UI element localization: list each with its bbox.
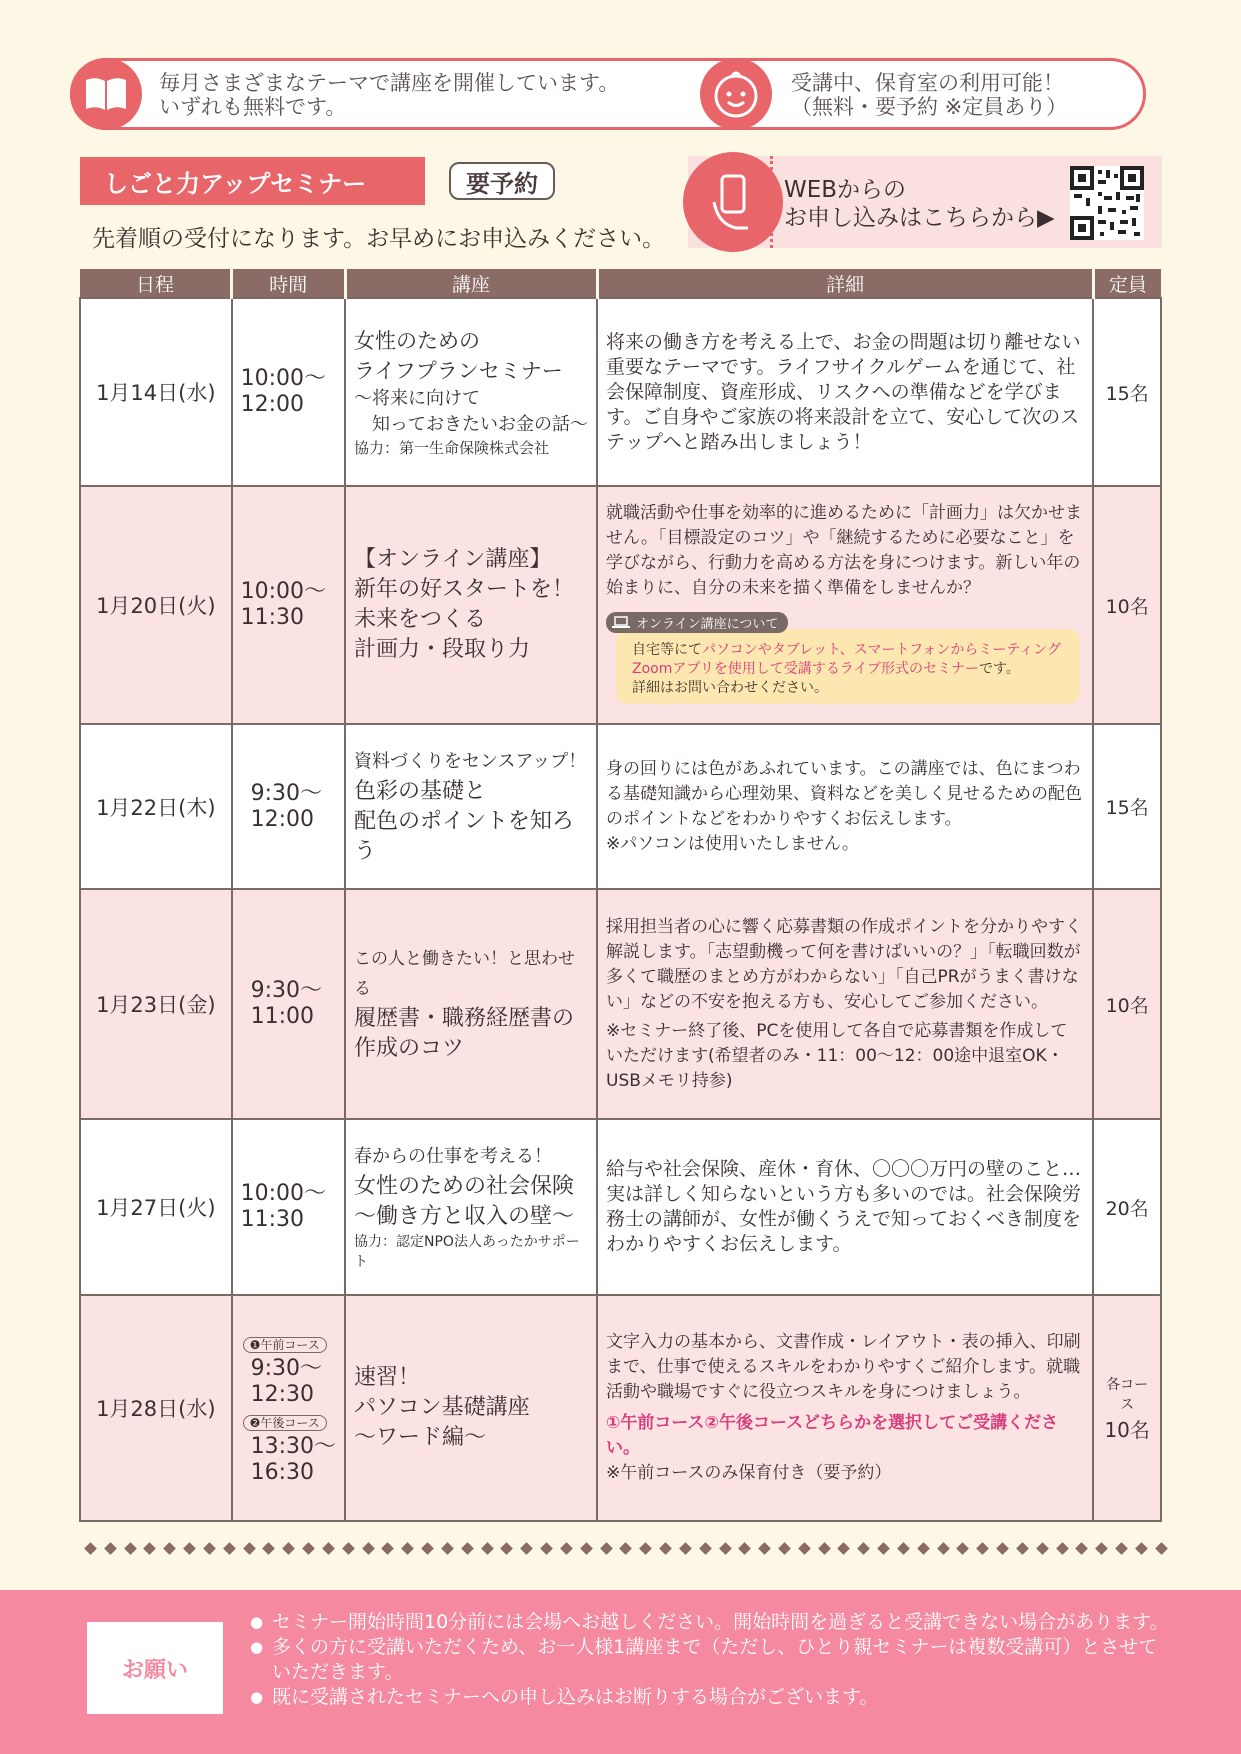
row-course <box>345 1119 597 1295</box>
row-detail: 将来の働き方を考える上で、お金の問題は切り離せない重要なテーマです。ライフサイクルゲームを通じて、社会保障制度、資産形成、リスクへの準備などを学びます。ご自身やご家族の将来設計を立て、安心して次のステップへと踏み出しましょう！ <box>597 298 1093 486</box>
row-date: 1月22日(木) <box>80 724 232 889</box>
book-icon <box>70 58 142 130</box>
course-line: 速習！ <box>354 1365 421 1390</box>
row-detail <box>597 724 1093 889</box>
time-end: 12:30 <box>250 1382 315 1407</box>
pm-course-tag: ❷午後コース <box>243 1415 327 1431</box>
course-line: 春からの仕事を考える！ <box>354 1146 553 1167</box>
course-line: 〜将来に向けて <box>354 388 481 409</box>
row-date: 1月28日(水) <box>80 1295 232 1521</box>
header-date: 日程 <box>80 269 232 298</box>
row-capacity <box>1093 1295 1161 1521</box>
banner-right-line2: （無料・要予約 ※定員あり） <box>791 95 1068 119</box>
detail-course-note: ①午前コース②午後コースどちらかを選択してご受講ください。 <box>606 1413 1059 1458</box>
time-end: 11:30 <box>240 605 305 630</box>
detail-note: ※午前コースのみ保育付き（要予約） <box>606 1463 892 1483</box>
row-time <box>232 1119 345 1295</box>
course-line: 女性のための社会保険 <box>354 1174 575 1199</box>
time-start: 13:30〜 <box>250 1434 337 1459</box>
course-line: 【オンライン講座】 <box>354 547 552 572</box>
detail-note: ※パソコンは使用いたしません。 <box>606 833 859 854</box>
row-date: 1月27日(火) <box>80 1119 232 1295</box>
course-cooperation: 協力：第一生命保険株式会社 <box>354 439 550 457</box>
row-capacity: 15名 <box>1093 724 1161 889</box>
dotted-divider <box>770 156 773 248</box>
table-row <box>80 724 1161 889</box>
capacity-value: 10名 <box>1104 1417 1150 1442</box>
time-start: 9:30〜 <box>250 780 323 806</box>
am-course-tag: ❶午前コース <box>243 1337 327 1353</box>
header-detail: 詳細 <box>597 269 1093 298</box>
time-start: 9:30〜 <box>250 1356 323 1381</box>
table-row <box>80 298 1161 486</box>
info-banner <box>70 58 1146 130</box>
banner-left-line2: いずれも無料です。 <box>159 95 347 119</box>
online-info-box: 自宅等にてパソコンやタブレット、スマートフォンからミーティングZoomアプリを使用して受講するライブ形式のセミナーです。 詳細はお問い合わせください。 <box>616 629 1080 704</box>
course-line: ライフプランセミナー <box>354 359 563 383</box>
detail-text: 就職活動や仕事を効率的に進めるために「計画力」は欠かせません。「目標設定のコツ」や「継続するために必要なこと」を学びながら、行動力を高める方法を身につけます。新しい年の始まりに、自分の未来を描く準備をしませんか？ <box>606 502 1083 598</box>
table-header-row <box>80 269 1161 298</box>
diamond-divider <box>86 1544 1166 1558</box>
header-capacity: 定員 <box>1093 269 1161 298</box>
table-row <box>80 1295 1161 1521</box>
online-info <box>606 611 1084 704</box>
row-time <box>232 298 345 486</box>
row-detail <box>597 1295 1093 1521</box>
time-start: 10:00〜 <box>240 579 327 604</box>
baby-icon <box>700 58 772 130</box>
table-row <box>80 889 1161 1119</box>
time-start: 10:00〜 <box>240 366 327 391</box>
row-capacity: 10名 <box>1093 889 1161 1119</box>
online-info-tag: オンライン講座について <box>606 612 788 633</box>
reservation-badge: 要予約 <box>449 162 555 200</box>
schedule-table <box>79 269 1162 1522</box>
time-end: 11:00 <box>250 1004 315 1029</box>
row-course <box>345 724 597 889</box>
request-label: お願い <box>87 1622 223 1714</box>
table-row <box>80 486 1161 724</box>
smartphone-hand-icon <box>683 152 783 252</box>
time-end: 12:00 <box>240 392 305 417</box>
laptop-icon <box>612 613 630 635</box>
row-detail: 給与や社会保険、産休・育休、〇〇〇万円の壁のこと…実は詳しく知らないという方も多いのでは。社会保険労務士の講師が、女性が働くうえで知っておくべき制度をわかりやすくお伝えします。 <box>597 1119 1093 1295</box>
row-detail <box>597 486 1093 724</box>
row-time <box>232 1295 345 1521</box>
course-line: 履歴書・職務経歴書の <box>354 1006 575 1031</box>
capacity-prefix: 各コース <box>1106 1376 1149 1413</box>
time-start: 9:30〜 <box>250 978 323 1003</box>
request-footer <box>0 1590 1241 1754</box>
row-date: 1月23日(金) <box>80 889 232 1119</box>
row-course <box>345 1295 597 1521</box>
table-row <box>80 1119 1161 1295</box>
row-time <box>232 889 345 1119</box>
course-line: 作成のコツ <box>354 1036 465 1061</box>
course-line: 色彩の基礎と <box>354 778 487 804</box>
request-item: ● 多くの方に受講いただくため、お一人様1講座まで（ただし、ひとり親セミナーは複数受講可）とさせていただきます。 <box>250 1635 1170 1685</box>
detail-text: 身の回りには色があふれています。この講座では、色にまつわる基礎知識から心理効果、資料などを美しく見せるための配色のポイントなどをわかりやすくお伝えします。 <box>606 758 1083 829</box>
row-capacity: 15名 <box>1093 298 1161 486</box>
row-date: 1月14日(水) <box>80 298 232 486</box>
detail-note: ※セミナー終了後、PCを使用して各自で応募書類を作成していただけます(希望者のみ・11：00〜12：00途中退室OK・USBメモリ持参) <box>606 1020 1068 1091</box>
time-end: 16:30 <box>250 1460 315 1485</box>
course-line: 〜ワード編〜 <box>354 1425 487 1450</box>
course-line: この人と働きたい！と思わせる <box>354 949 576 999</box>
banner-left-line1: 毎月さまざまなテーマで講座を開催しています。 <box>159 71 620 95</box>
row-capacity: 10名 <box>1093 486 1161 724</box>
row-course <box>345 889 597 1119</box>
time-end: 11:30 <box>240 1207 305 1232</box>
banner-right-line1: 受講中、保育室の利用可能！ <box>791 71 1064 95</box>
course-line: 〜働き方と収入の壁〜 <box>354 1204 575 1229</box>
qr-code[interactable] <box>1070 166 1144 240</box>
course-line: 新年の好スタートを！ <box>354 577 575 602</box>
course-line: 女性のための <box>354 329 481 353</box>
course-line: 計画力・段取り力 <box>354 637 531 662</box>
request-list <box>250 1610 1170 1710</box>
row-time <box>232 724 345 889</box>
web-line1: WEBからの <box>784 177 907 203</box>
header-time: 時間 <box>232 269 345 298</box>
course-line: 資料づくりをセンスアップ！ <box>354 750 587 772</box>
first-come-note: 先着順の受付になります。お早めにお申込みください。 <box>92 226 666 252</box>
header-course: 講座 <box>345 269 597 298</box>
row-time <box>232 486 345 724</box>
row-detail <box>597 889 1093 1119</box>
time-start: 10:00〜 <box>240 1181 327 1206</box>
row-course <box>345 486 597 724</box>
request-item: ● 既に受講されたセミナーへの申し込みはお断りする場合がございます。 <box>250 1685 1170 1710</box>
course-line: 配色のポイントを知ろう <box>354 808 575 864</box>
row-course <box>345 298 597 486</box>
course-line: パソコン基礎講座 <box>354 1395 530 1420</box>
detail-text: 文字入力の基本から、文書作成・レイアウト・表の挿入、印刷まで、仕事で使えるスキルをわかりやすくご紹介します。就職活動や職場ですぐに役立つスキルを身につけましょう。 <box>606 1332 1081 1402</box>
course-line: 未来をつくる <box>354 607 487 632</box>
web-line2: お申し込みはこちらから▶ <box>784 205 1055 231</box>
request-item: ● セミナー開始時間10分前には会場へお越しください。開始時間を過ぎると受講できない場合があります。 <box>250 1610 1170 1635</box>
section-title: しごと力アップセミナー <box>80 157 425 205</box>
course-cooperation: 協力：認定NPO法人あったかサポート <box>354 1234 580 1270</box>
detail-text: 採用担当者の心に響く応募書類の作成ポイントを分かりやすく解説します。「志望動機って何を書けばいいの？」「転職回数が多くて職歴のまとめ方がわからない」「自己PRがうまく書けない」などの不安を抱える方も、安心してご参加ください。 <box>606 916 1083 1012</box>
time-end: 12:00 <box>250 806 315 832</box>
row-date: 1月20日(火) <box>80 486 232 724</box>
row-capacity: 20名 <box>1093 1119 1161 1295</box>
course-line: 知っておきたいお金の話〜 <box>354 414 589 435</box>
